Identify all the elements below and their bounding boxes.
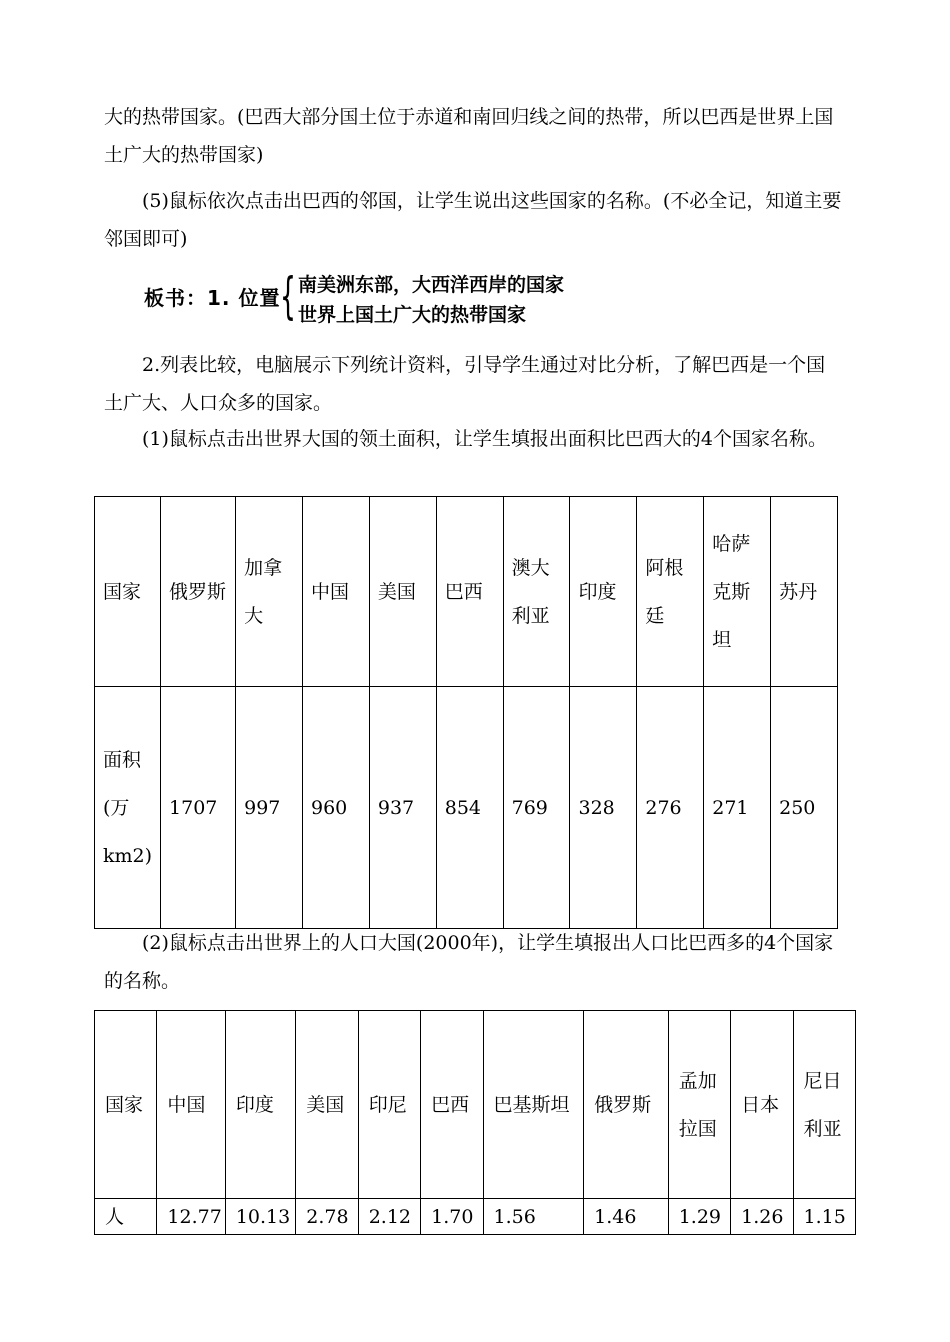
paragraph-compare: 2.列表比较，电脑展示下列统计资料，引导学生通过对比分析，了解巴西是一个国土广大、人口众多的国家。 <box>104 354 826 414</box>
area-country-cell: 巴西 <box>436 497 503 687</box>
board-line-1: 南美洲东部，大西洋西岸的国家 <box>298 274 565 296</box>
population-country-cell: 美国 <box>296 1011 358 1199</box>
population-header-row <box>95 1011 856 1199</box>
population-value-cell: 1.29 <box>668 1199 730 1235</box>
blackboard-notes <box>140 268 600 328</box>
area-country-cell: 加拿大 <box>236 497 303 687</box>
population-value-cell: 1.15 <box>793 1199 855 1235</box>
area-country-cell: 中国 <box>302 497 369 687</box>
area-value-cell: 997 <box>236 687 303 929</box>
population-country-cell: 印尼 <box>358 1011 420 1199</box>
area-table <box>94 496 838 929</box>
population-country-cell: 日本 <box>731 1011 793 1199</box>
population-country-cell: 中国 <box>157 1011 225 1199</box>
population-value-label: 人 <box>95 1199 157 1235</box>
population-country-cell: 印度 <box>225 1011 295 1199</box>
area-header-row <box>95 497 838 687</box>
population-country-cell: 孟加拉国 <box>668 1011 730 1199</box>
population-value-row <box>95 1199 856 1235</box>
area-value-cell: 1707 <box>161 687 236 929</box>
area-value-cell: 271 <box>704 687 771 929</box>
area-country-cell: 澳大利亚 <box>503 497 570 687</box>
area-value-cell: 937 <box>369 687 436 929</box>
paragraph-area-task: (1)鼠标点击出世界大国的领土面积，让学生填报出面积比巴西大的4个国家名称。 <box>142 428 828 450</box>
paragraph-neighbors: (5)鼠标依次点击出巴西的邻国，让学生说出这些国家的名称。(不必全记，知道主要邻国即可) <box>104 190 842 250</box>
population-value-cell: 10.13 <box>225 1199 295 1235</box>
area-country-cell: 哈萨克斯坦 <box>704 497 771 687</box>
population-country-cell: 巴西 <box>421 1011 483 1199</box>
brace-symbol: { <box>280 267 296 325</box>
area-country-cell: 苏丹 <box>771 497 838 687</box>
area-value-cell: 854 <box>436 687 503 929</box>
board-label: 板书：1. 位置 <box>144 286 281 310</box>
population-value-cell: 2.12 <box>358 1199 420 1235</box>
area-value-cell: 960 <box>302 687 369 929</box>
population-value-cell: 1.56 <box>483 1199 584 1235</box>
population-value-cell: 1.46 <box>584 1199 669 1235</box>
population-value-cell: 12.77 <box>157 1199 225 1235</box>
area-country-cell: 印度 <box>570 497 637 687</box>
population-country-cell: 尼日利亚 <box>793 1011 855 1199</box>
area-value-cell: 769 <box>503 687 570 929</box>
area-value-cell: 328 <box>570 687 637 929</box>
population-value-cell: 1.70 <box>421 1199 483 1235</box>
area-country-cell: 美国 <box>369 497 436 687</box>
area-value-row <box>95 687 838 929</box>
population-value-cell: 1.26 <box>731 1199 793 1235</box>
population-table <box>94 1010 856 1235</box>
population-country-cell: 俄罗斯 <box>584 1011 669 1199</box>
area-country-cell: 阿根廷 <box>637 497 704 687</box>
population-value-cell: 2.78 <box>296 1199 358 1235</box>
area-header-label: 国家 <box>95 497 161 687</box>
population-header-label: 国家 <box>95 1011 157 1199</box>
area-value-cell: 276 <box>637 687 704 929</box>
paragraph-brazil-tropical: 大的热带国家。(巴西大部分国土位于赤道和南回归线之间的热带，所以巴西是世界上国土广大的热带国家) <box>104 106 834 166</box>
area-value-label: 面积(万km2) <box>95 687 161 929</box>
area-value-cell: 250 <box>771 687 838 929</box>
population-country-cell: 巴基斯坦 <box>483 1011 584 1199</box>
board-line-2: 世界上国土广大的热带国家 <box>298 304 527 326</box>
area-country-cell: 俄罗斯 <box>161 497 236 687</box>
paragraph-population-task: (2)鼠标点击出世界上的人口大国(2000年)，让学生填报出人口比巴西多的4个国家的名称。 <box>104 932 834 992</box>
